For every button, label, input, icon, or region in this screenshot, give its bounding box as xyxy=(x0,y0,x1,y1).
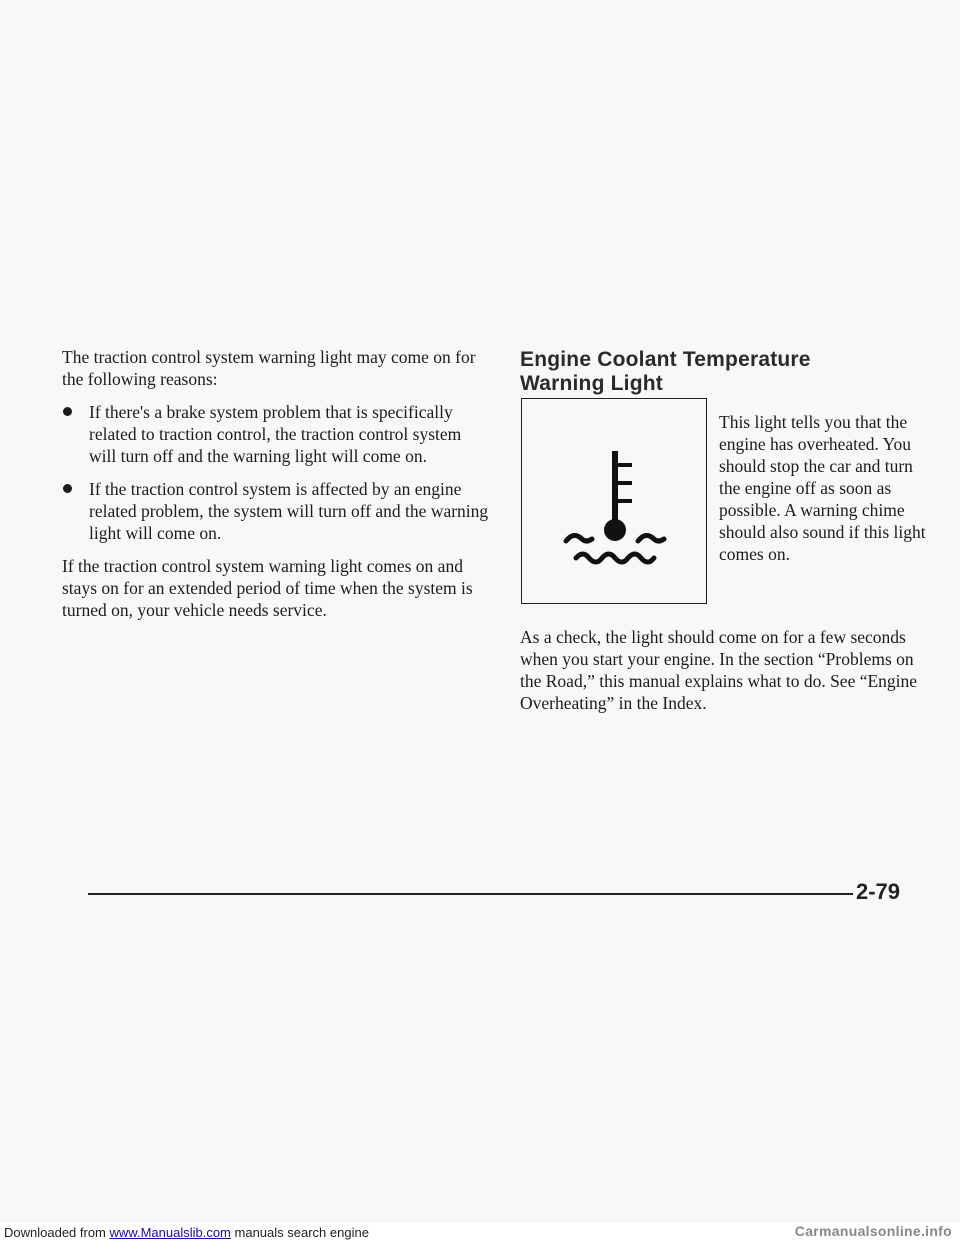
heading-line-1: Engine Coolant Temperature xyxy=(520,348,811,371)
heading-line-2: Warning Light xyxy=(520,372,663,395)
list-item xyxy=(62,401,492,467)
footer-rule xyxy=(88,893,853,895)
page-number: 2-79 xyxy=(856,879,901,904)
manualslib-link[interactable]: www.Manualslib.com xyxy=(109,1225,231,1240)
bullet-icon xyxy=(63,484,72,493)
coolant-temperature-icon xyxy=(522,399,708,605)
bullet-text: If there's a brake system problem that is specifically related to traction control, the traction control system will turn off and the warning light will come on. xyxy=(89,402,462,466)
reasons-list xyxy=(62,401,492,544)
left-column xyxy=(62,346,492,632)
bullet-text: If the traction control system is affected by an engine related problem, the system will turn off and the warning light will come on. xyxy=(89,479,489,543)
section-heading xyxy=(520,348,920,396)
intro-paragraph: The traction control system warning light may come on for the following reasons: xyxy=(62,347,476,389)
list-item xyxy=(62,478,492,544)
credit-suffix: manuals search engine xyxy=(234,1225,369,1240)
watermark: Carmanualsonline.info xyxy=(794,1223,952,1239)
warning-light-figure xyxy=(521,398,707,604)
closing-paragraph: If the traction control system warning light comes on and stays on for an extended period of time when the system is turned on, your vehicle needs service. xyxy=(62,556,473,620)
credit-prefix: Downloaded from xyxy=(4,1225,106,1240)
download-credit xyxy=(4,1225,369,1240)
check-paragraph: As a check, the light should come on for a few seconds when you start your engine. In the section “Problems on the Road,” this manual explains what to do. See “Engine Overheating” in the Index. xyxy=(520,627,918,713)
bullet-icon xyxy=(63,407,72,416)
light-description: This light tells you that the engine has overheated. You should stop the car and turn the engine off as soon as possible. A warning chime should also sound if this light comes on. xyxy=(719,412,926,564)
